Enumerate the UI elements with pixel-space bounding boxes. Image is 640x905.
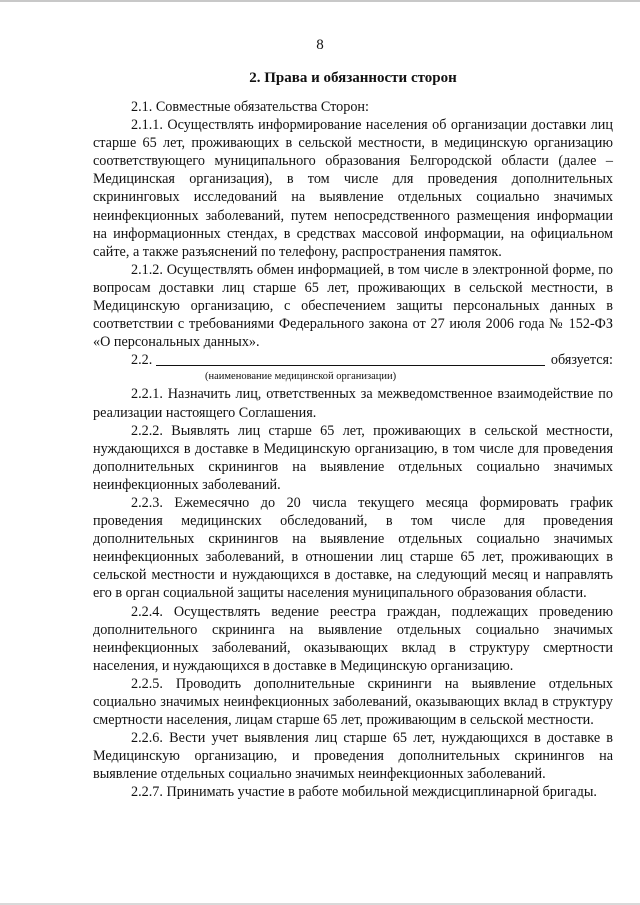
document-body [93, 98, 613, 802]
fill-in-line [156, 364, 545, 366]
paragraph-2-2-2: 2.2.2. Выявлять лиц старше 65 лет, проживающих в сельской местности, нуждающихся в доставке в Медицинскую организацию, в том числе для проведения дополнительных скринингов на выявление отдельных социально значимых неинфекционных заболеваний. [93, 422, 613, 493]
paragraph-2-2-7: 2.2.7. Принимать участие в работе мобильной междисциплинарной бригады. [131, 784, 597, 801]
paragraph-2-2-6: 2.2.6. Вести учет выявления лиц старше 65 лет, нуждающихся в доставке в Медицинскую организацию, и проведения дополнительных скринингов на выявление отдельных социально значимых неинфекционных заболеваний. [93, 730, 613, 783]
paragraph-2-2-4: 2.2.4. Осуществлять ведение реестра граждан, подлежащих проведению дополнительного скрининга на выявление отдельных социально значимых неинфекционных заболеваний, оказывающих вклад в структуру смертности населения, и нуждающихся в доставке в Медицинскую организацию. [93, 603, 613, 674]
paragraph-2-1-2: 2.1.2. Осуществлять обмен информацией, в том числе в электронной форме, по вопросам доставки лиц старше 65 лет, проживающих в сельской местности, в Медицинскую организацию, с обеспечением защиты персональных данных в соответствии с требованиями Федерального закона от 27 июля 2006 года № 152-ФЗ «О персональных данных». [93, 261, 613, 351]
paragraph-2-1-1: 2.1.1. Осуществлять информирование населения об организации доставки лиц старше 65 лет, проживающих в сельской местности, в медицинскую организацию соответствующего муниципального образования Белгородской области (далее – Медицинская организация), в том числе для проведения дополнительных скрининговых исследований на выявление отдельных социально значимых неинфекционных заболеваний, путем непосредственного размещения информации на информационных стендах, в средствах массовой информации, на официальном сайте, а также разъяснений по телефону, распространения памяток. [93, 117, 613, 260]
page-number: 8 [316, 37, 324, 53]
paragraph-2-1: 2.1. Совместные обязательства Сторон: [131, 99, 369, 115]
paragraph-2-2-1: 2.2.1. Назначить лиц, ответственных за межведомственное взаимодействие по реализации настоящего Соглашения. [93, 386, 613, 421]
paragraph-2-2-5: 2.2.5. Проводить дополнительные скрининги на выявление отдельных социально значимых неинфекционных заболеваний, оказывающих вклад в структуру смертности населения, лицам старше 65 лет, проживающим в сельской местности. [93, 675, 613, 729]
paragraph-2-2-3: 2.2.3. Ежемесячно до 20 числа текущего месяца формировать график проведения медицинских обследований, в том числе для проведения дополнительных скринингов на выявление отдельных социально значимых неинфекционных заболеваний, в отношении лиц старше 65 лет, проживающих в сельской местности и нуждающихся в доставке, на следующий месяц и направлять его в орган социальной защиты населения муниципального образования области. [93, 494, 613, 602]
fill-in-caption: (наименование медицинской организации) [205, 371, 397, 383]
top-border [0, 0, 640, 2]
clause-suffix: обязуется: [550, 352, 613, 369]
clause-number: 2.2. [131, 352, 153, 369]
section-title: 2. Права и обязанности сторон [249, 70, 457, 86]
blank-clause-2-2 [93, 351, 613, 369]
